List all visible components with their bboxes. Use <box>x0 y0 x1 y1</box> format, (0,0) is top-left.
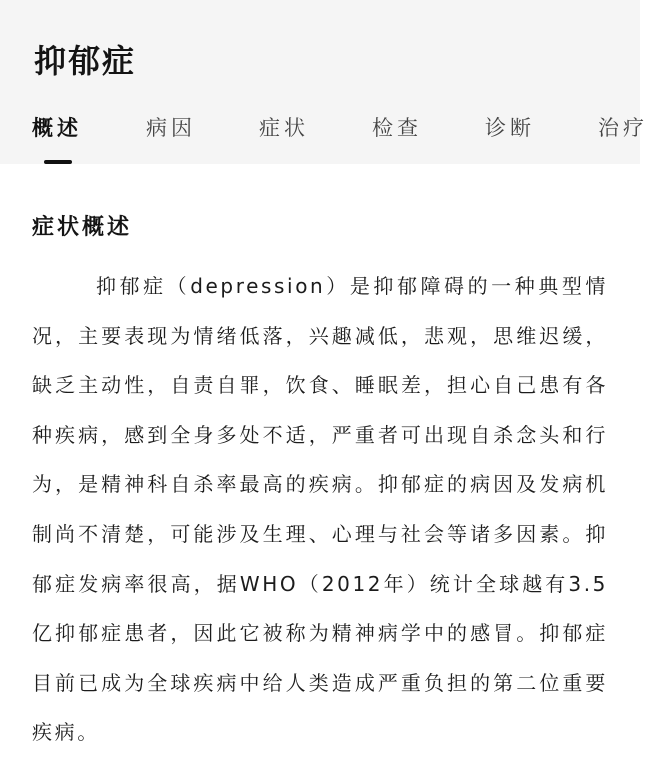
page-title: 抑郁症 <box>34 42 137 80</box>
tab-diagnosis[interactable]: 诊断 <box>485 116 535 140</box>
tab-examination[interactable]: 检查 <box>372 116 422 140</box>
tab-treatment[interactable]: 治疗 <box>598 116 648 140</box>
active-tab-indicator <box>44 160 72 164</box>
section-paragraph: 抑郁症（depression）是抑郁障碍的一种典型情况，主要表现为情绪低落，兴趣减低，悲观，思维迟缓，缺乏主动性，自责自罪，饮食、睡眠差，担心自己患有各种疾病，感到全身多处不适，严重者可出现自杀念头和行为，是精神科自杀率最高的疾病。抑郁症的病因及发病机制尚不清楚，可能涉及生理、心理与社会等诸多因素。抑郁症发病率很高，据WHO（2012年）统计全球越有3.5亿抑郁症患者，因此它被称为精神病学中的感冒。抑郁症目前已成为全球疾病中给人类造成严重负担的第二位重要疾病。 <box>32 274 608 745</box>
section-title: 症状概述 <box>32 215 133 240</box>
tab-overview[interactable]: 概述 <box>32 116 82 140</box>
tab-causes[interactable]: 病因 <box>146 116 196 140</box>
tab-symptoms[interactable]: 症状 <box>259 116 309 140</box>
page-header <box>0 0 648 164</box>
tab-bar <box>0 108 648 164</box>
article-content <box>0 164 640 758</box>
